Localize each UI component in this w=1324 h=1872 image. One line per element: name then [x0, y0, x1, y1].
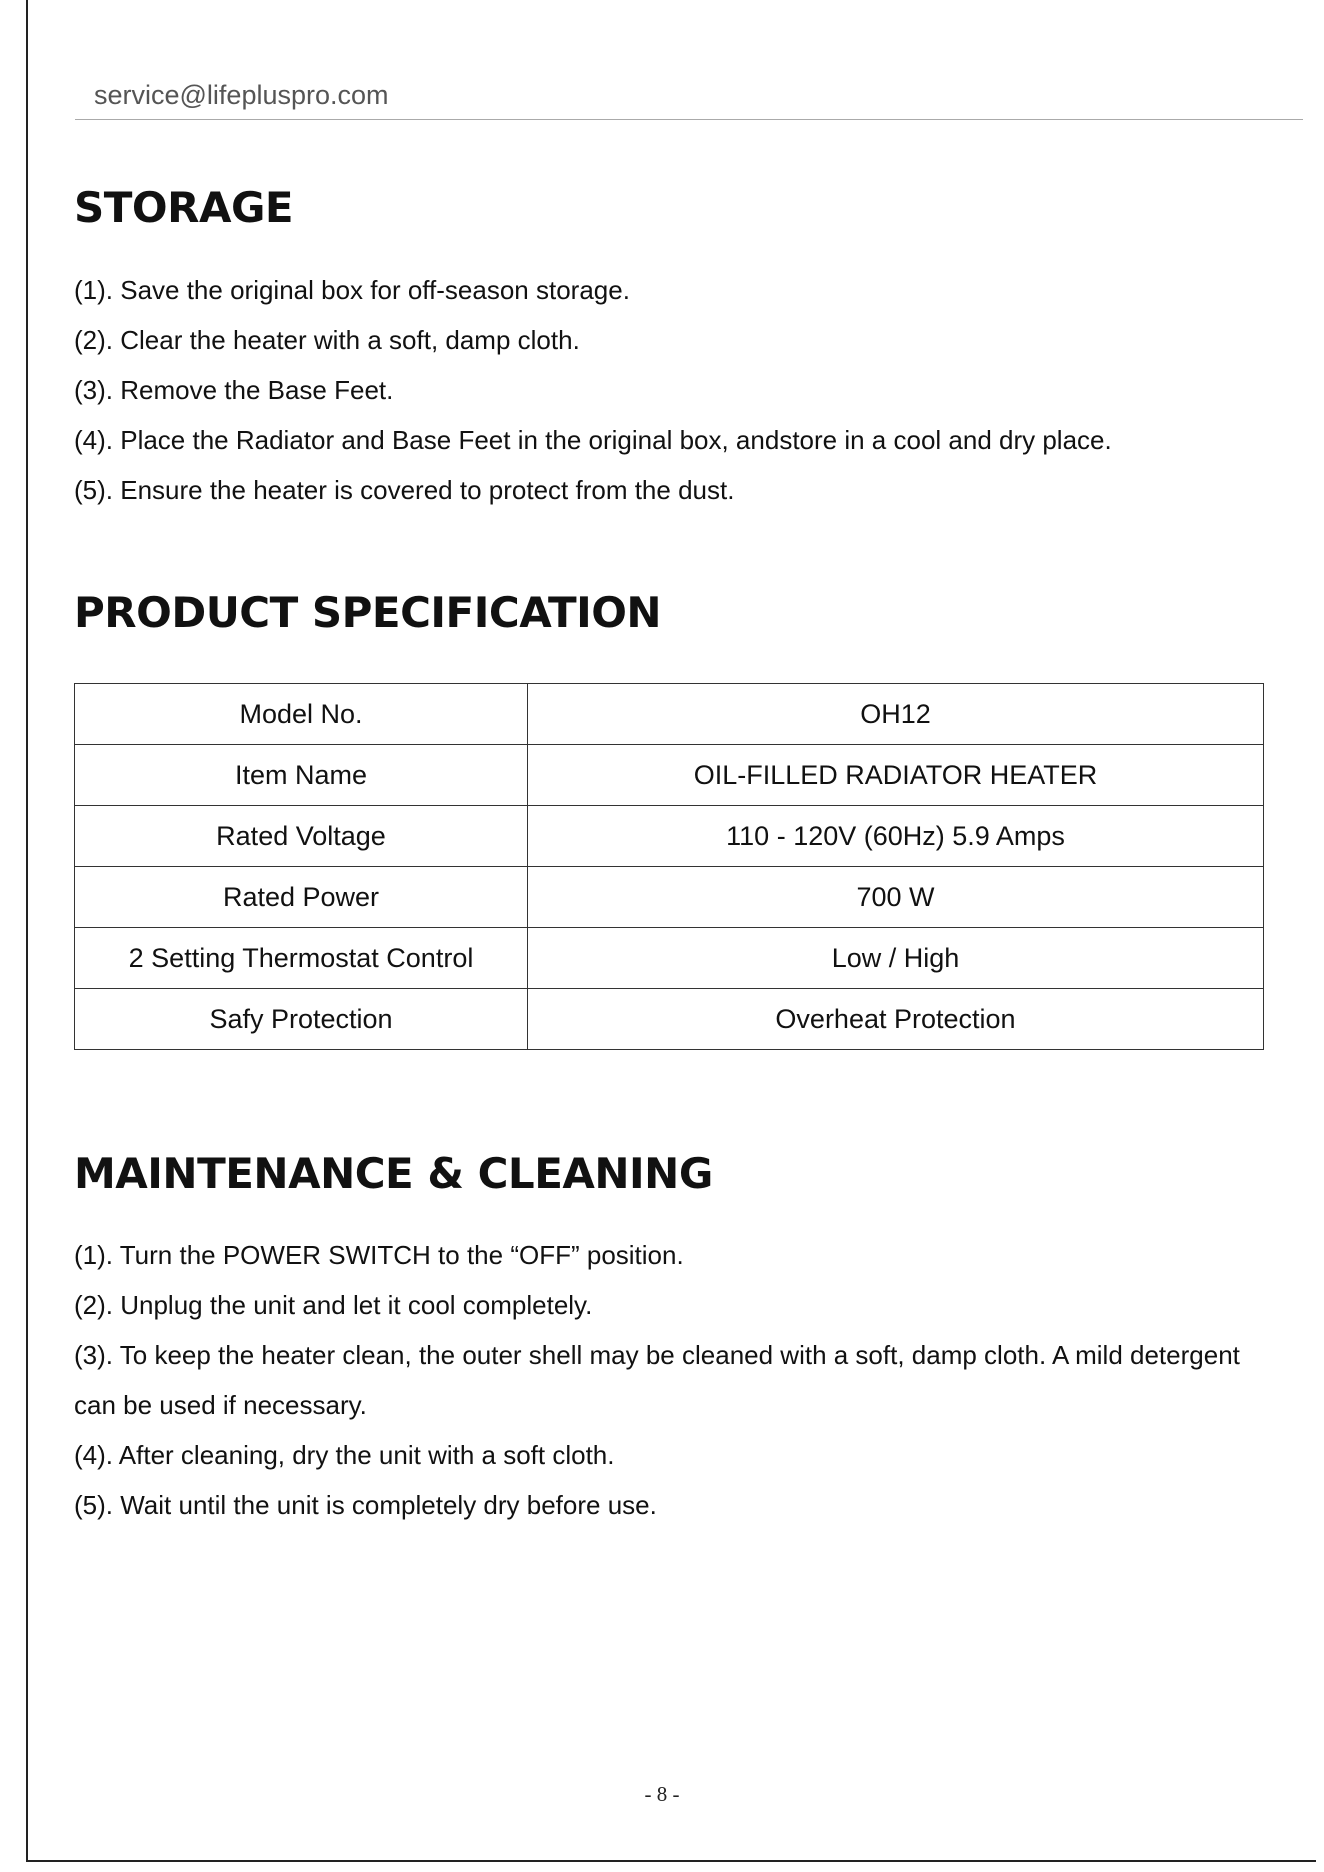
spec-label: Model No.	[75, 684, 528, 745]
specification-table	[74, 683, 1264, 1050]
table-row	[75, 989, 1264, 1050]
storage-title: STORAGE	[74, 183, 294, 232]
maintenance-list	[74, 1230, 1274, 1530]
spec-value: OIL-FILLED RADIATOR HEATER	[528, 745, 1264, 806]
spec-label: 2 Setting Thermostat Control	[75, 928, 528, 989]
spec-label: Rated Voltage	[75, 806, 528, 867]
table-row	[75, 928, 1264, 989]
page-border-left	[26, 0, 28, 1862]
maintenance-item-2: (2). Unplug the unit and let it cool completely.	[74, 1290, 593, 1320]
page-border-bottom	[26, 1860, 1316, 1862]
spec-value: Low / High	[528, 928, 1264, 989]
spec-label: Item Name	[75, 745, 528, 806]
table-row	[75, 806, 1264, 867]
maintenance-item-3: (3). To keep the heater clean, the outer shell may be cleaned with a soft, damp cloth. A mild detergent can be used if necessary.	[74, 1340, 1240, 1420]
spec-label: Rated Power	[75, 867, 528, 928]
storage-list	[74, 265, 1112, 515]
table-row	[75, 867, 1264, 928]
maintenance-item-5: (5). Wait until the unit is completely dry before use.	[74, 1490, 657, 1520]
maintenance-item-4: (4). After cleaning, dry the unit with a soft cloth.	[74, 1440, 615, 1470]
page-number: - 8 -	[644, 1782, 680, 1806]
header-email: service@lifepluspro.com	[94, 80, 389, 110]
maintenance-item-1: (1). Turn the POWER SWITCH to the “OFF” position.	[74, 1240, 684, 1270]
storage-item-5: (5). Ensure the heater is covered to protect from the dust.	[74, 475, 735, 505]
specification-title: PRODUCT SPECIFICATION	[74, 588, 662, 637]
spec-value: 110 - 120V (60Hz) 5.9 Amps	[528, 806, 1264, 867]
spec-value: OH12	[528, 684, 1264, 745]
table-row	[75, 684, 1264, 745]
storage-item-4: (4). Place the Radiator and Base Feet in the original box, andstore in a cool and dry place.	[74, 425, 1112, 455]
storage-item-2: (2). Clear the heater with a soft, damp cloth.	[74, 325, 580, 355]
storage-item-3: (3). Remove the Base Feet.	[74, 375, 394, 405]
spec-value: Overheat Protection	[528, 989, 1264, 1050]
storage-item-1: (1). Save the original box for off-season storage.	[74, 275, 630, 305]
maintenance-title: MAINTENANCE & CLEANING	[74, 1149, 713, 1198]
header-rule	[75, 119, 1303, 120]
spec-label: Safy Protection	[75, 989, 528, 1050]
table-row	[75, 745, 1264, 806]
spec-value: 700 W	[528, 867, 1264, 928]
